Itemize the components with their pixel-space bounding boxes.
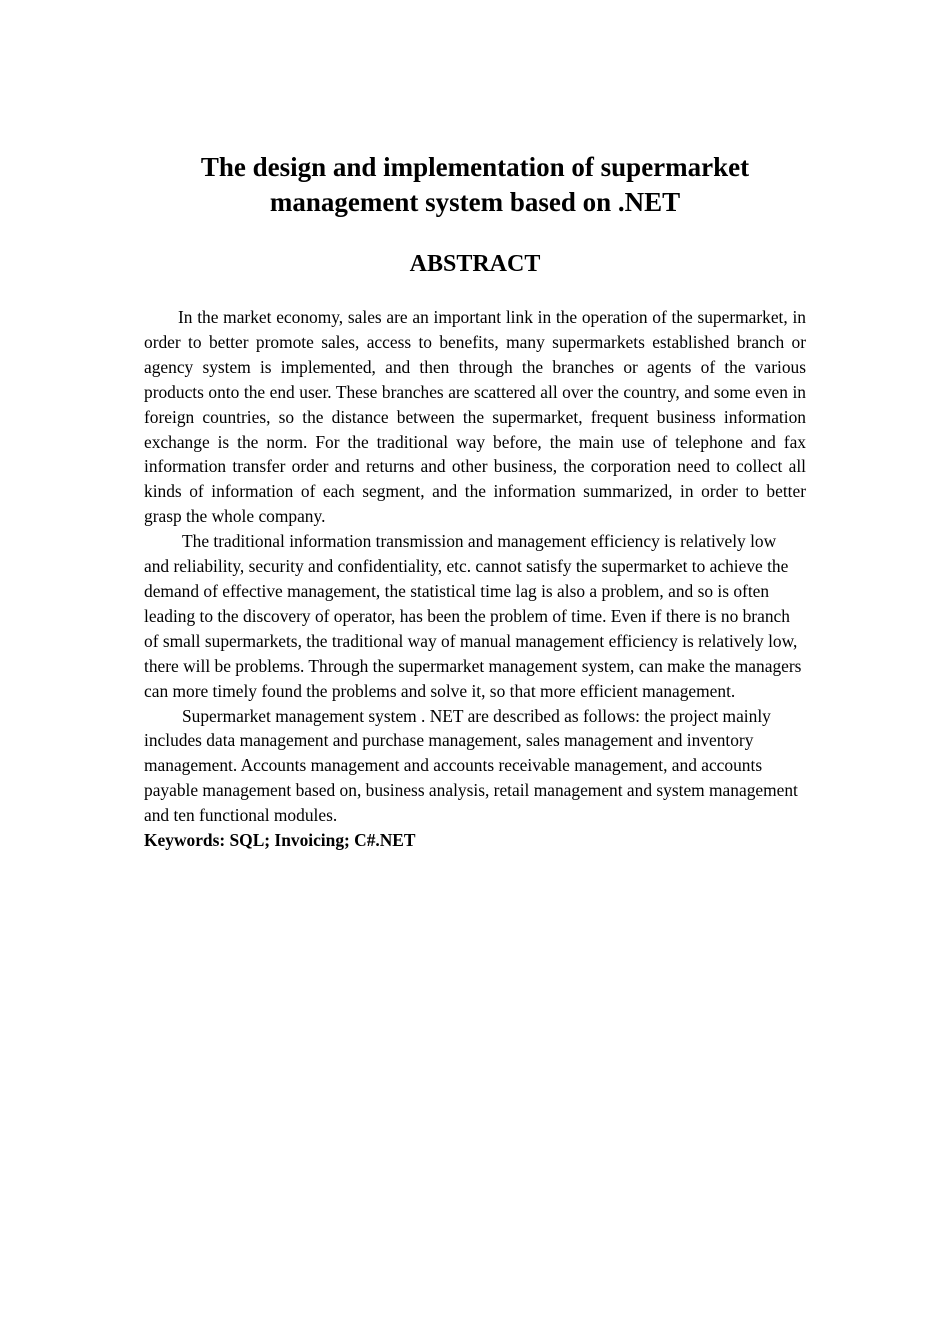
keywords-line: Keywords: SQL; Invoicing; C#.NET [144, 830, 416, 851]
abstract-body [144, 305, 806, 853]
abstract-paragraph-1: In the market economy, sales are an important link in the operation of the supermarket, in order to better promote sales, access to benefits, many supermarkets established branch or agency system is implemented, and then through the branches or agents of the various products onto the end user. These branches are scattered all over the country, and some even in foreign countries, so the distance between the supermarket, frequent business information exchange is the norm. For the traditional way before, the main use of telephone and fax information transfer order and returns and other business, the corporation need to collect all kinds of information of each segment, and the information summarized, in order to better grasp the whole company. [144, 307, 806, 527]
abstract-heading: ABSTRACT [409, 251, 541, 277]
title-line-1: The design and implementation of supermarket [200, 152, 750, 182]
abstract-paragraph-2: The traditional information transmission and management efficiency is relatively low and reliability, security and confidentiality, etc. cannot satisfy the supermarket to achieve the demand of effective management, the statistical time lag is also a problem, and so is often leading to the discovery of operator, has been the problem of time. Even if there is no branch of small supermarkets, the traditional way of manual management efficiency is relatively low, there will be problems. Through the supermarket management system, can make the managers can more timely found the problems and solve it, so that more efficient management. [144, 531, 802, 701]
title-line-2: management system based on .NET [269, 187, 681, 217]
document-title [144, 150, 806, 220]
abstract-paragraph-3: Supermarket management system . NET are described as follows: the project mainly includes data management and purchase management, sales management and inventory management. Accounts management and accounts receivable management, and accounts payable management based on, business analysis, retail management and system management and ten functional modules. [144, 705, 798, 826]
